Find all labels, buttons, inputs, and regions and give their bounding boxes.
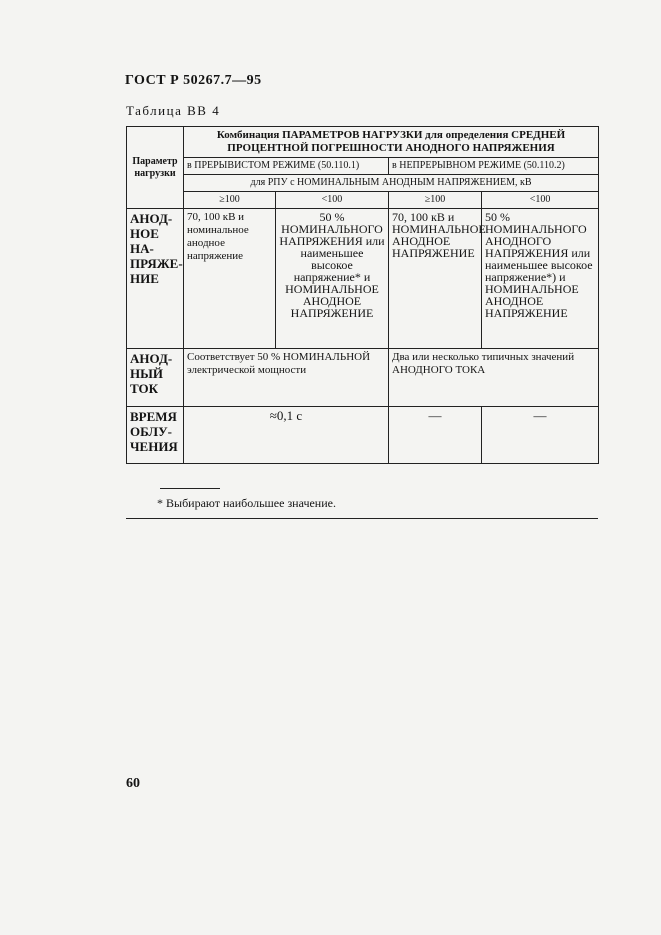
row-anode-voltage-cell-3: 70, 100 кВ и НОМИНАЛЬНОЕ АНОДНОЕ НАПРЯЖЕНИЕ [389, 209, 482, 349]
footnote-divider [160, 488, 220, 489]
row-anode-current-cell-1: Соответствует 50 % НОМИНАЛЬНОЙ электрической мощности [184, 349, 389, 407]
row-anode-voltage-cell-2: 50 % НОМИНАЛЬНОГО НАПРЯЖЕНИЯ или наименьшее высокое напряжение* и НОМИНАЛЬНОЕ АНОДНОЕ НАПРЯЖЕНИЕ [276, 209, 389, 349]
row-anode-current-param: АНОД-НЫЙ ТОК [127, 349, 184, 407]
row-exposure-time-param: ВРЕМЯ ОБЛУ-ЧЕНИЯ [127, 407, 184, 464]
header-mode-continuous: в НЕПРЕРЫВНОМ РЕЖИМЕ (50.110.2) [389, 158, 599, 175]
row-exposure-time-cell-2: — [389, 407, 482, 464]
header-rpu: для РПУ с НОМИНАЛЬНЫМ АНОДНЫМ НАПРЯЖЕНИЕМ, кВ [184, 175, 599, 192]
subheader-4: <100 [482, 192, 599, 209]
load-parameters-table [126, 126, 599, 464]
row-anode-current-cell-2: Два или несколько типичных значений АНОДНОГО ТОКА [389, 349, 599, 407]
row-anode-voltage-param: АНОД-НОЕ НА-ПРЯЖЕ-НИЕ [127, 209, 184, 349]
table-frame-bottom [126, 518, 598, 519]
row-exposure-time-cell-1: ≈0,1 с [184, 407, 389, 464]
footnote: * Выбирают наибольшее значение. [157, 496, 336, 510]
row-exposure-time-cell-3: — [482, 407, 599, 464]
row-anode-voltage-cell-1: 70, 100 кВ и номинальное анодное напряжение [184, 209, 276, 349]
header-param: Параметр нагрузки [127, 127, 184, 209]
header-mode-intermittent: в ПРЕРЫВИСТОМ РЕЖИМЕ (50.110.1) [184, 158, 389, 175]
subheader-2: <100 [276, 192, 389, 209]
page-number: 60 [126, 776, 140, 791]
subheader-3: ≥100 [389, 192, 482, 209]
row-anode-voltage-cell-4: 50 % НОМИНАЛЬНОГО АНОДНОГО НАПРЯЖЕНИЯ или наименьшее высокое напряжение*) и НОМИНАЛЬНОЕ АНОДНОЕ НАПРЯЖЕНИЕ [482, 209, 599, 349]
document-code: ГОСТ Р 50267.7—95 [125, 73, 262, 88]
subheader-1: ≥100 [184, 192, 276, 209]
header-combination: Комбинация ПАРАМЕТРОВ НАГРУЗКИ для определения СРЕДНЕЙ ПРОЦЕНТНОЙ ПОГРЕШНОСТИ АНОДНОГО НАПРЯЖЕНИЯ [184, 127, 599, 158]
table-caption: Таблица ВВ 4 [126, 103, 221, 118]
